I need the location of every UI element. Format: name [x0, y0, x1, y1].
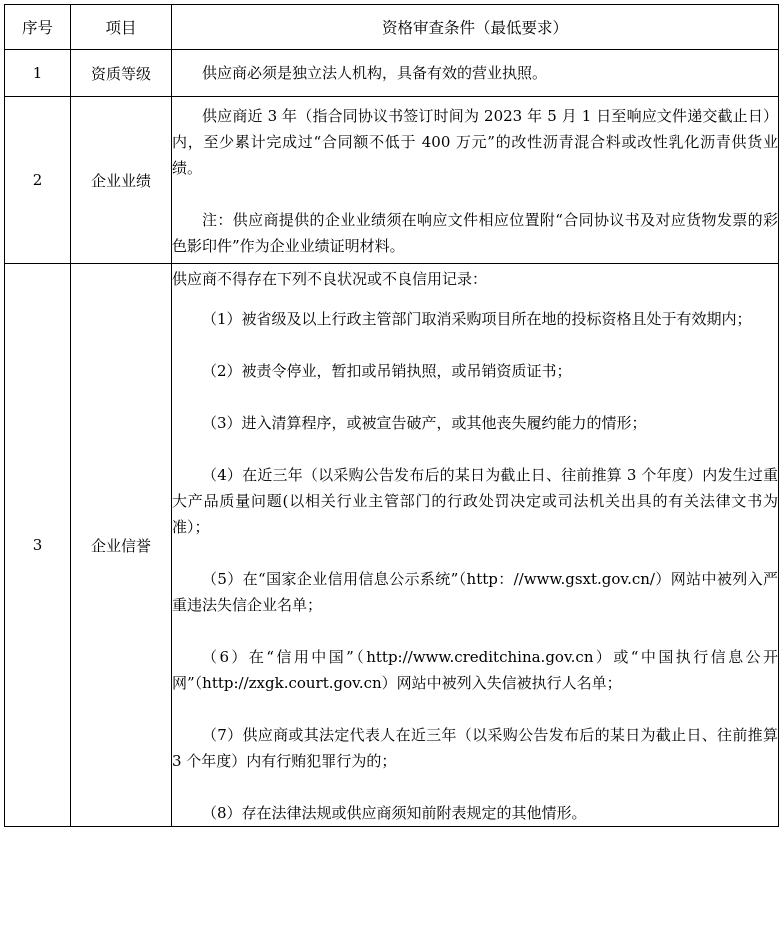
row-item: 企业业绩 [71, 97, 172, 264]
condition-paragraph: 供应商近 3 年（指合同协议书签订时间为 2023 年 5 月 1 日至响应文件递交截止日）内，至少累计完成过“合同额不低于 400 万元”的改性沥青混合料或改性乳化沥青供货业绩。 [172, 107, 778, 177]
row-item: 资质等级 [71, 50, 172, 97]
header-serial: 序号 [5, 5, 71, 50]
header-item: 项目 [71, 5, 172, 50]
condition-clause: （7）供应商或其法定代表人在近三年（以采购公告发布后的某日为截止日、往前推算 3 个年度）内有行贿犯罪行为的； [172, 726, 778, 770]
row-item: 企业信誉 [71, 264, 172, 827]
condition-note: 注：供应商提供的企业业绩须在响应文件相应位置附“合同协议书及对应货物发票的彩色影印件”作为企业业绩证明材料。 [172, 211, 778, 255]
table-header-row [5, 5, 779, 50]
condition-clause: （1）被省级及以上行政主管部门取消采购项目所在地的投标资格且处于有效期内； [202, 310, 752, 328]
condition-clause: （8）存在法律法规或供应商须知前附表规定的其他情形。 [202, 804, 587, 822]
qualification-table [4, 4, 779, 827]
condition-intro: 供应商不得存在下列不良状况或不良信用记录： [172, 270, 488, 288]
condition-clause: （2）被责令停业，暂扣或吊销执照，或吊销资质证书； [202, 362, 572, 380]
condition-clause: （3）进入清算程序，或被宣告破产，或其他丧失履约能力的情形； [202, 414, 647, 432]
condition-clause: （4）在近三年（以采购公告发布后的某日为截止日、往前推算 3 个年度）内发生过重大产品质量问题(以相关行业主管部门的行政处罚决定或司法机关出具的有关法律文书为准）； [172, 466, 778, 536]
table-row [5, 97, 779, 264]
condition-paragraph: 供应商必须是独立法人机构，具备有效的营业执照。 [202, 64, 548, 82]
row-number: 2 [5, 97, 71, 264]
row-condition [172, 50, 779, 97]
row-number: 1 [5, 50, 71, 97]
table-row [5, 50, 779, 97]
header-condition: 资格审查条件（最低要求） [172, 5, 779, 50]
condition-clause: （6）在“信用中国”（http://www.creditchina.gov.cn）或“中国执行信息公开网”（http://zxgk.court.gov.cn）网站中被列入失信被执行人名单； [172, 648, 778, 692]
row-condition [172, 97, 779, 264]
table-row [5, 264, 779, 827]
condition-clause: （5）在“国家企业信用信息公示系统”（http：//www.gsxt.gov.cn/）网站中被列入严重违法失信企业名单； [172, 570, 778, 614]
row-condition [172, 264, 779, 827]
row-number: 3 [5, 264, 71, 827]
